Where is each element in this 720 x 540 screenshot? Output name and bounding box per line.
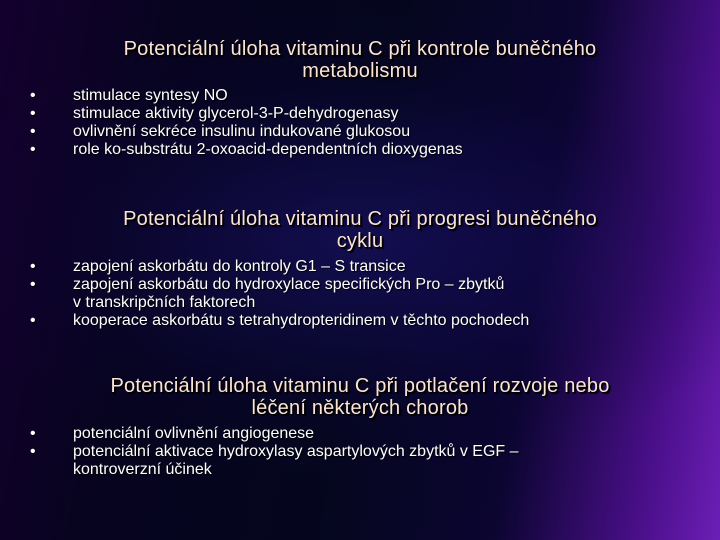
list-item-text: potenciální ovlivnění angiogenese <box>73 425 315 442</box>
list-item-text-continued: kontroverzní účinek <box>73 461 212 478</box>
bullet-icon: • <box>30 276 36 293</box>
heading-line: cyklu <box>336 230 384 252</box>
list-item <box>28 123 463 141</box>
bullet-list-metabolism <box>28 87 463 159</box>
heading-line: metabolismu <box>302 60 418 82</box>
bullet-icon: • <box>30 105 36 122</box>
bullet-icon: • <box>30 87 36 104</box>
list-item-text-continued: v transkripčních faktorech <box>73 294 256 311</box>
list-item <box>28 87 463 105</box>
list-item-text: kooperace askorbátu s tetrahydropteridinem v těchto pochodech <box>73 312 530 329</box>
list-item-text: ovlivnění sekréce insulinu indukované glukosou <box>73 123 411 140</box>
list-item <box>28 141 463 159</box>
list-item <box>28 258 529 276</box>
bullet-icon: • <box>30 425 36 442</box>
list-item-text: zapojení askorbátu do hydroxylace specifických Pro – zbytků <box>73 276 505 293</box>
list-item <box>28 312 529 330</box>
bullet-list-diseases <box>28 425 519 479</box>
bullet-icon: • <box>30 258 36 275</box>
heading-line: Potenciální úloha vitaminu C při potlačení rozvoje nebo <box>110 375 610 397</box>
list-item-text: role ko-substrátu 2-oxoacid-dependentních dioxygenas <box>73 141 463 158</box>
list-item-text: stimulace aktivity glycerol-3-P-dehydrogenasy <box>73 105 399 122</box>
bullet-icon: • <box>30 123 36 140</box>
heading-line: Potenciální úloha vitaminu C při progresi buněčného <box>123 208 597 230</box>
list-item-text: stimulace syntesy NO <box>73 87 228 104</box>
list-item-text: zapojení askorbátu do kontroly G1 – S transice <box>73 258 406 275</box>
bullet-icon: • <box>30 443 36 460</box>
section-heading-diseases <box>30 375 690 419</box>
bullet-icon: • <box>30 141 36 158</box>
heading-line: Potenciální úloha vitaminu C při kontrole buněčného <box>123 38 597 60</box>
heading-line: léčení některých chorob <box>251 397 469 419</box>
list-item <box>28 276 529 312</box>
bullet-list-cell-cycle <box>28 258 529 330</box>
section-heading-cell-cycle <box>30 208 690 252</box>
bullet-icon: • <box>30 312 36 329</box>
list-item <box>28 105 463 123</box>
section-heading-metabolism <box>30 38 690 82</box>
list-item <box>28 425 519 443</box>
list-item <box>28 443 519 479</box>
list-item-text: potenciální aktivace hydroxylasy aspartylových zbytků v EGF – <box>73 443 519 460</box>
